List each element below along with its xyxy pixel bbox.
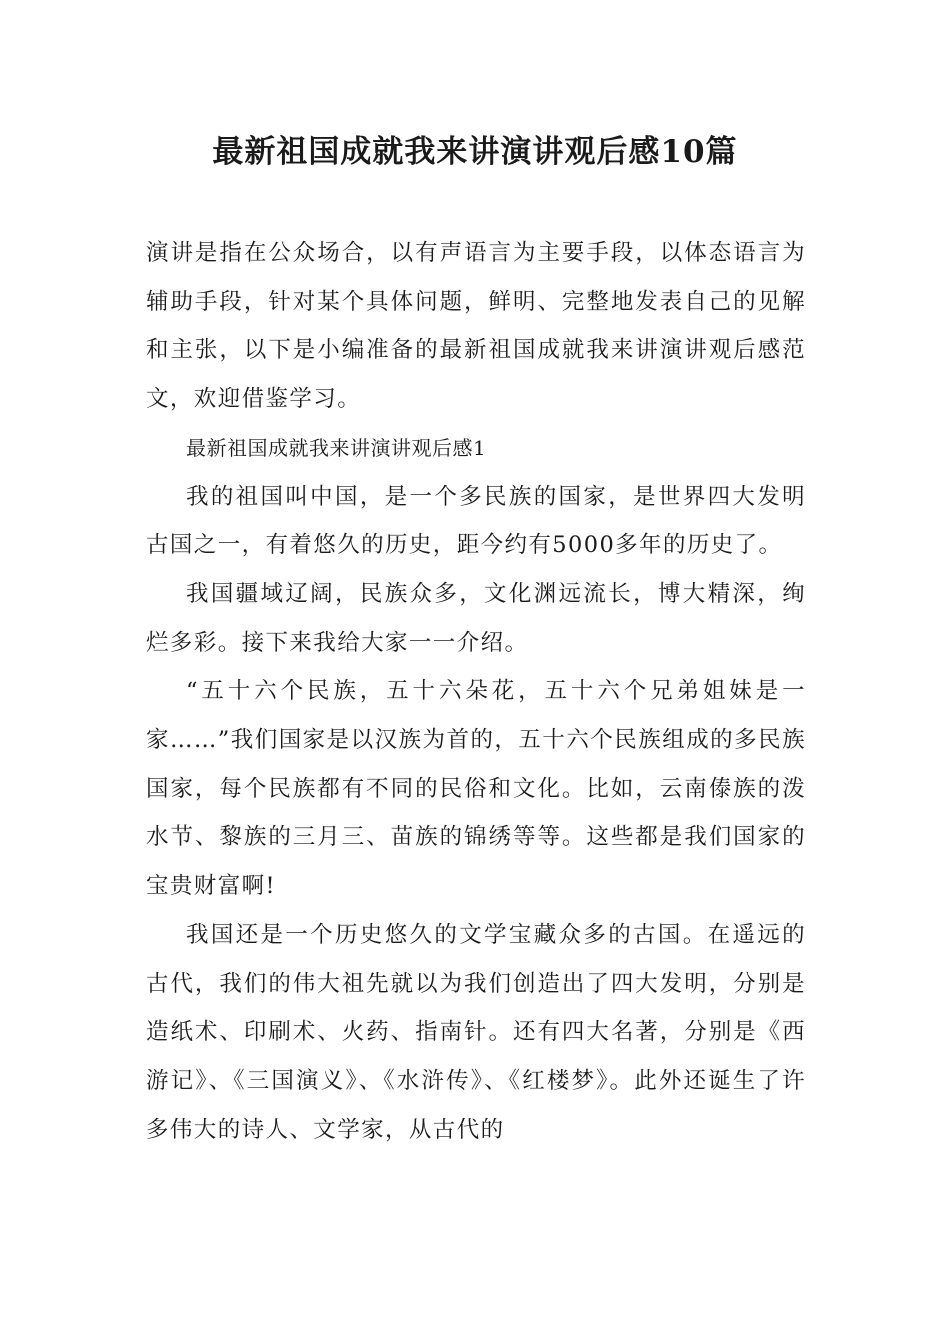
intro-paragraph: 演讲是指在公众场合，以有声语言为主要手段，以体态语言为辅助手段，针对某个具体问题，鲜明、完整地发表自己的见解和主张，以下是小编准备的最新祖国成就我来讲演讲观后感范文，欢迎借鉴学习。: [146, 240, 806, 413]
body-paragraph-1: 我的祖国叫中国，是一个多民族的国家，是世界四大发明古国之一，有着悠久的历史，距今约有5000多年的历史了。: [146, 483, 806, 559]
body-paragraph-2: 我国疆域辽阔，民族众多，文化渊远流长，博大精深，绚烂多彩。接下来我给大家一一介绍。: [146, 580, 806, 656]
section-heading: 最新祖国成就我来讲演讲观后感1: [186, 435, 487, 460]
body-paragraph-3: “五十六个民族，五十六朵花，五十六个兄弟姐妹是一家……”我们国家是以汉族为首的，五十六个民族组成的多民族国家，每个民族都有不同的民俗和文化。比如，云南傣族的泼水节、黎族的三月三、苗族的锦绣等等。这些都是我们国家的宝贵财富啊!: [146, 678, 806, 900]
body-paragraph-4: 我国还是一个历史悠久的文学宝藏众多的古国。在遥远的古代，我们的伟大祖先就以为我们创造出了四大发明，分别是造纸术、印刷术、火药、指南针。还有四大名著，分别是《西游记》、《三国演义》、《水浒传》、《红楼梦》。此外还诞生了许多伟大的诗人、文学家，从古代的: [146, 921, 806, 1143]
document-body: [146, 229, 806, 1154]
document-title: 最新祖国成就我来讲演讲观后感10篇: [212, 134, 738, 170]
